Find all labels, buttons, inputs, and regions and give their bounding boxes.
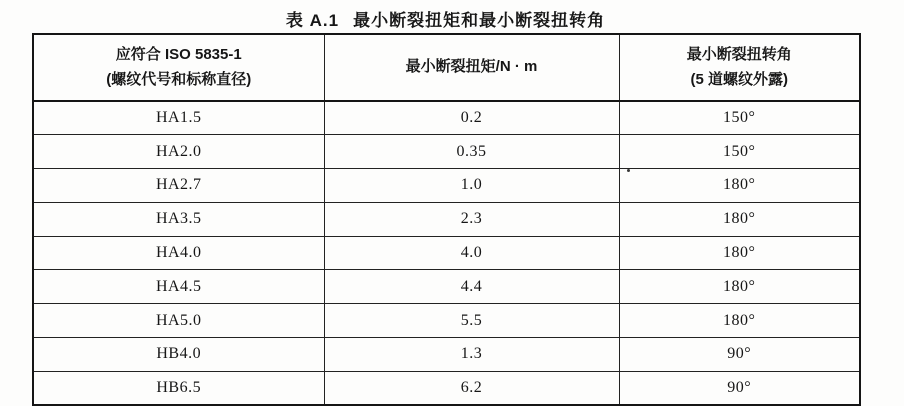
cell-thread-code: HA4.5 bbox=[33, 270, 324, 304]
header-thread-designation-line2: (螺纹代号和标称直径) bbox=[106, 70, 252, 88]
header-thread-designation bbox=[33, 34, 324, 101]
table-row bbox=[33, 202, 860, 236]
cell-thread-code: HB4.0 bbox=[33, 338, 324, 372]
table-row bbox=[33, 169, 860, 203]
cell-angle-value: 180° bbox=[619, 270, 860, 304]
cell-torque-value: 4.0 bbox=[324, 236, 619, 270]
table-row bbox=[33, 270, 860, 304]
table-row bbox=[33, 304, 860, 338]
cell-angle-value: 150° bbox=[619, 101, 860, 135]
cell-torque-value: 1.3 bbox=[324, 338, 619, 372]
cell-torque-value: 5.5 bbox=[324, 304, 619, 338]
scan-artifact-dot bbox=[627, 169, 630, 172]
table-caption-title: 最小断裂扭矩和最小断裂扭转角 bbox=[353, 11, 606, 30]
header-min-breaking-torque bbox=[324, 34, 619, 101]
cell-angle-value: 180° bbox=[619, 236, 860, 270]
cell-torque-value: 2.3 bbox=[324, 202, 619, 236]
header-min-breaking-angle-line1: 最小断裂扭转角 bbox=[686, 45, 792, 63]
cell-thread-code: HA1.5 bbox=[33, 101, 324, 135]
table-row bbox=[33, 236, 860, 270]
table-row bbox=[33, 101, 860, 135]
header-min-breaking-torque-label: 最小断裂扭矩/N · m bbox=[405, 58, 538, 76]
table-header-row bbox=[33, 34, 860, 101]
cell-angle-value: 90° bbox=[619, 338, 860, 372]
cell-torque-value: 0.35 bbox=[324, 135, 619, 169]
cell-thread-code: HB6.5 bbox=[33, 371, 324, 405]
cell-torque-value: 6.2 bbox=[324, 371, 619, 405]
table-row bbox=[33, 371, 860, 405]
table-row bbox=[33, 338, 860, 372]
cell-thread-code: HA2.7 bbox=[33, 169, 324, 203]
min-breaking-torque-table bbox=[32, 33, 861, 406]
cell-angle-value: 180° bbox=[619, 202, 860, 236]
cell-torque-value: 1.0 bbox=[324, 169, 619, 203]
header-thread-designation-line1: 应符合 ISO 5835-1 bbox=[115, 45, 242, 63]
header-min-breaking-angle bbox=[619, 34, 860, 101]
cell-thread-code: HA2.0 bbox=[33, 135, 324, 169]
cell-torque-value: 4.4 bbox=[324, 270, 619, 304]
cell-thread-code: HA5.0 bbox=[33, 304, 324, 338]
table-caption bbox=[32, 6, 859, 31]
cell-angle-value: 150° bbox=[619, 135, 860, 169]
cell-angle-value: 90° bbox=[619, 371, 860, 405]
header-min-breaking-angle-line2: (5 道螺纹外露) bbox=[690, 70, 788, 88]
cell-torque-value: 0.2 bbox=[324, 101, 619, 135]
cell-angle-value: 180° bbox=[619, 304, 860, 338]
cell-angle-value: 180° bbox=[619, 169, 860, 203]
cell-thread-code: HA4.0 bbox=[33, 236, 324, 270]
cell-thread-code: HA3.5 bbox=[33, 202, 324, 236]
table-row bbox=[33, 135, 860, 169]
table-caption-label: 表 A.1 bbox=[285, 11, 340, 30]
